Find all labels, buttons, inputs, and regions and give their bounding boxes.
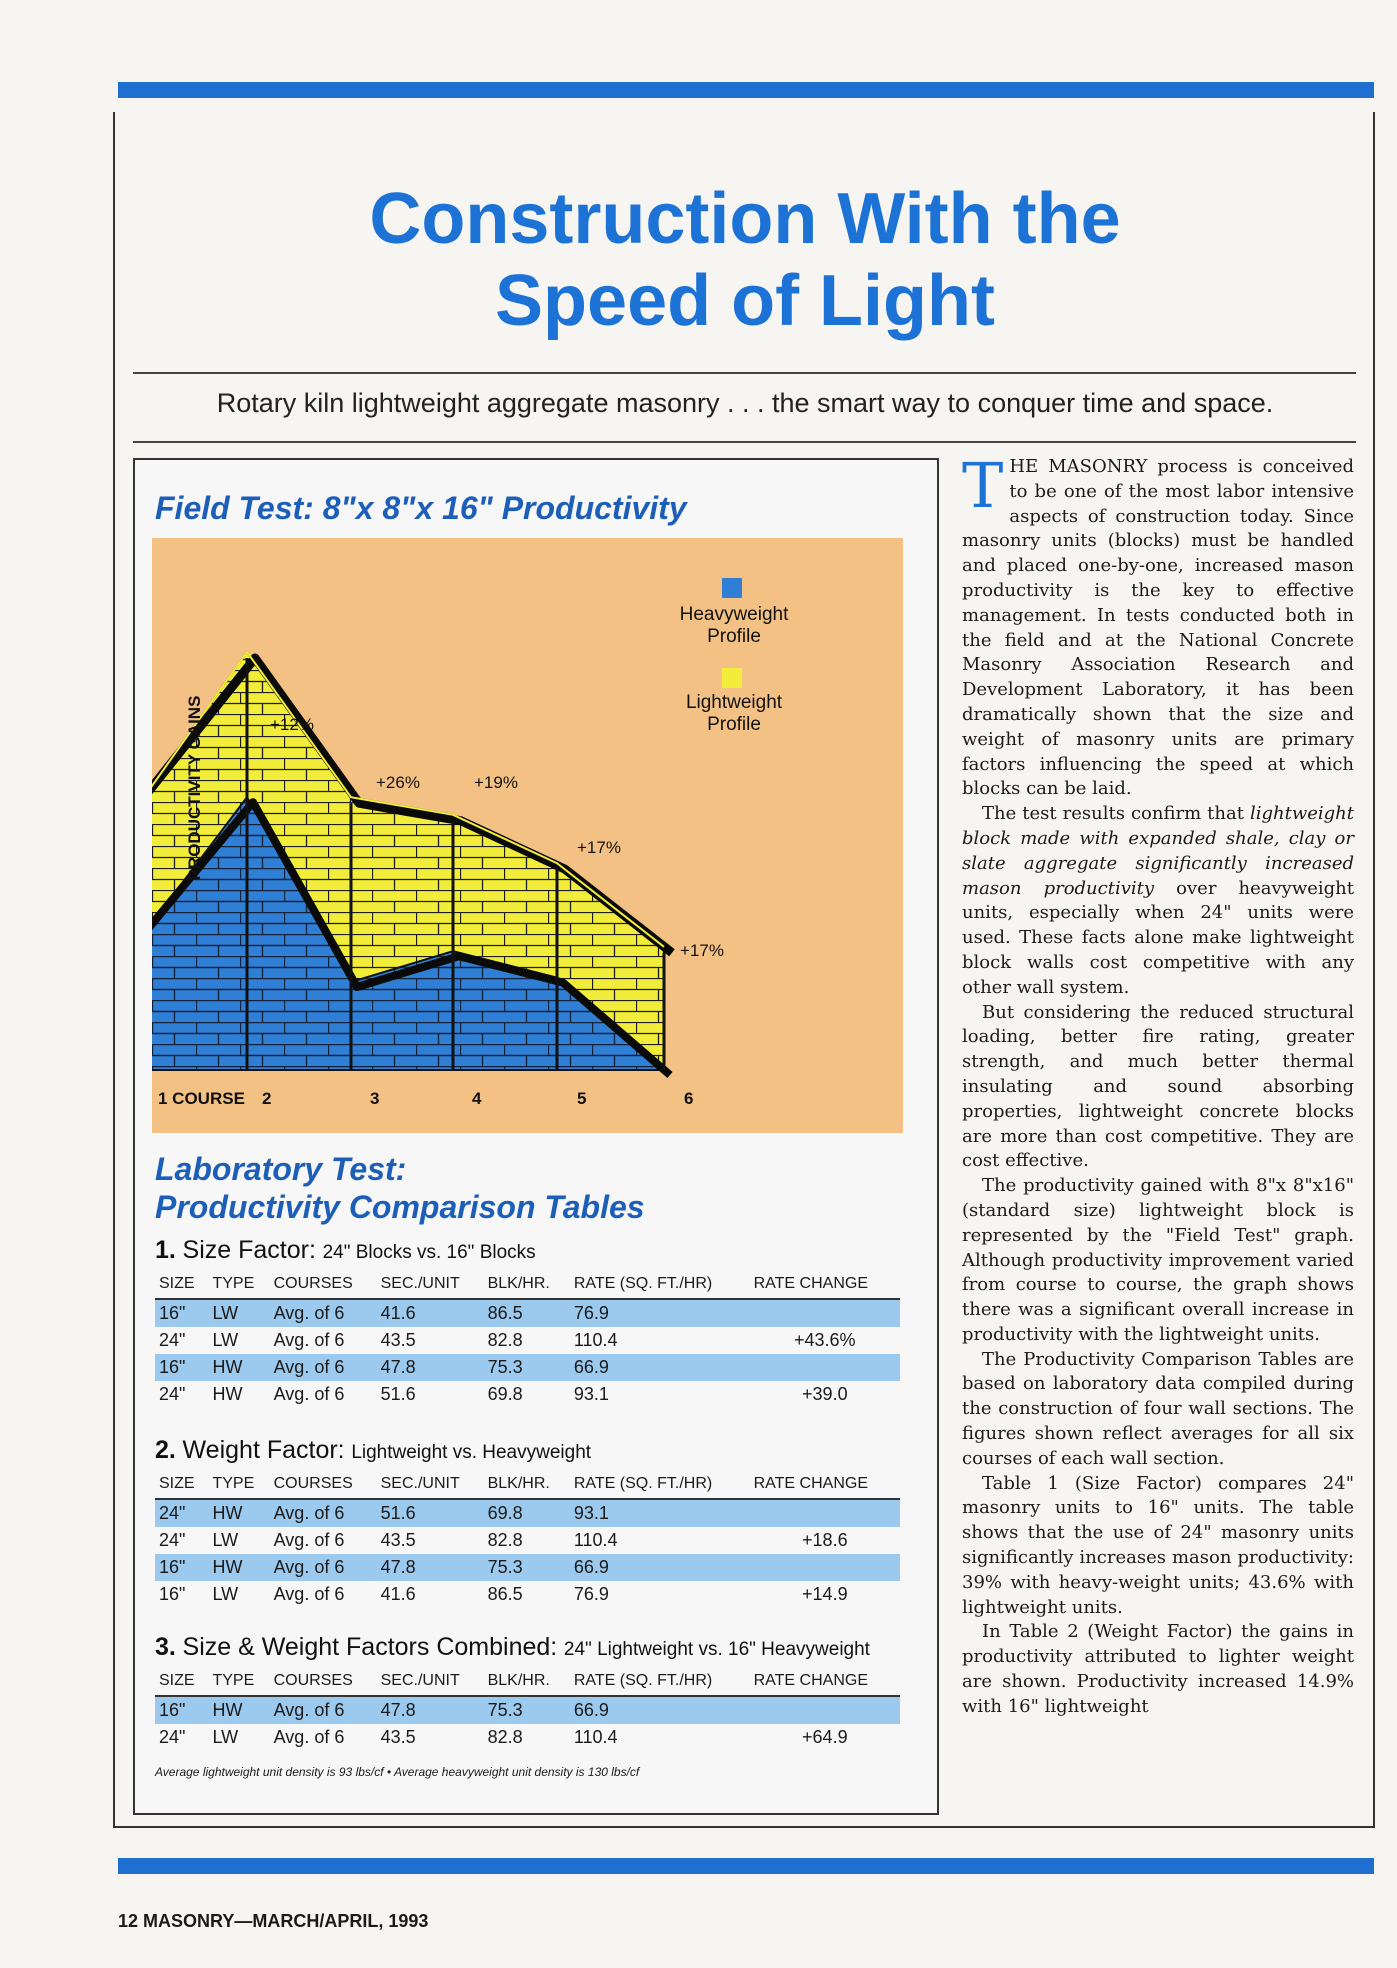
table-cell: Avg. of 6 bbox=[273, 1529, 345, 1550]
table-cell: 75.3 bbox=[484, 1696, 570, 1724]
column-header: RATE (SQ. FT./HR) bbox=[570, 1271, 750, 1299]
table-cell: HW bbox=[208, 1554, 269, 1581]
paragraph-2-italic: lightweight block made with expanded shale, clay or slate aggregate significantly increased mason productivity bbox=[962, 803, 1354, 899]
table-cell: 16" bbox=[155, 1696, 208, 1724]
table-cell: 24" bbox=[155, 1499, 208, 1527]
table-cell: Avg. of 6 bbox=[273, 1583, 345, 1604]
table-cell: 43.5 bbox=[380, 1329, 416, 1350]
table-number: 2. bbox=[155, 1436, 176, 1464]
column-header: COURSES bbox=[270, 1271, 377, 1299]
x-tick-label: 5 bbox=[577, 1089, 587, 1108]
column-header: SIZE bbox=[155, 1471, 208, 1499]
article-body bbox=[962, 449, 1355, 1720]
article-title bbox=[120, 178, 1370, 342]
table-cell: 24" bbox=[159, 1383, 186, 1404]
table-cell: +43.6% bbox=[794, 1329, 856, 1350]
drop-cap: T bbox=[962, 449, 1004, 522]
table-heading bbox=[155, 1236, 900, 1265]
table-row bbox=[155, 1527, 900, 1554]
table-row bbox=[155, 1696, 900, 1724]
size-factor-table bbox=[155, 1271, 900, 1408]
table-name: Weight Factor: bbox=[182, 1436, 345, 1464]
table-cell: 16" bbox=[155, 1354, 208, 1381]
x-tick-label: 4 bbox=[472, 1089, 482, 1108]
combined-factor-table bbox=[155, 1668, 900, 1751]
table-cell: 16" bbox=[159, 1583, 186, 1604]
x-tick-label: 2 bbox=[262, 1089, 272, 1108]
table-heading bbox=[155, 1436, 900, 1465]
lab-title-line-2: Productivity Comparison Tables bbox=[155, 1189, 645, 1225]
field-test-title: Field Test: 8"x 8"x 16" Productivity bbox=[155, 490, 687, 526]
legend-label-lightweight: Profile bbox=[707, 714, 761, 735]
table-cell: 41.6 bbox=[377, 1299, 484, 1327]
weight-factor-table-block bbox=[155, 1436, 900, 1608]
paragraph-7: In Table 2 (Weight Factor) the gains in productivity attributed to lighter weight are shown. Productivity increased 14.9% with 16" lightweight bbox=[962, 1621, 1354, 1717]
column-header: SEC./UNIT bbox=[377, 1271, 484, 1299]
table-cell: HW bbox=[212, 1383, 243, 1404]
gain-annotation: +26% bbox=[376, 773, 420, 792]
gain-annotation: +17% bbox=[680, 941, 724, 960]
table-cell bbox=[750, 1696, 900, 1724]
table-cell: 66.9 bbox=[570, 1696, 750, 1724]
table-row bbox=[155, 1327, 900, 1354]
gain-annotation: +19% bbox=[474, 773, 518, 792]
table-name: Size & Weight Factors Combined: bbox=[182, 1633, 558, 1661]
table-header-row bbox=[155, 1271, 900, 1299]
table-cell: Avg. of 6 bbox=[270, 1299, 377, 1327]
paragraph-1-text: HE MASONRY process is conceived to be one of the most labor intensive aspects of construction today. Since masonry units (blocks) must be handled and placed one-by-one, increased mason productivity is the key to effective management. In tests conducted both in the field and at the National Concrete Masonry Association Research and Development Laboratory, it has been dramatically shown that the size and weight of masonry units are primary factors influencing the speed at which blocks can be laid. bbox=[962, 456, 1354, 800]
table-cell: 76.9 bbox=[570, 1299, 750, 1327]
table-row bbox=[155, 1299, 900, 1327]
field-test-chart bbox=[152, 538, 903, 1133]
table-cell: 24" bbox=[159, 1329, 186, 1350]
subtitle-rule-top bbox=[133, 372, 1356, 374]
column-header: TYPE bbox=[208, 1271, 269, 1299]
paragraph-2-text-a: The test results confirm that bbox=[982, 803, 1250, 825]
legend-label-lightweight: Lightweight bbox=[685, 692, 783, 713]
table-cell: HW bbox=[208, 1354, 269, 1381]
x-tick-label: 1 COURSE bbox=[158, 1089, 245, 1108]
table-cell: 82.8 bbox=[487, 1329, 523, 1350]
table-cell: 47.8 bbox=[377, 1354, 484, 1381]
column-header: SEC./UNIT bbox=[377, 1668, 484, 1696]
table-cell: 43.5 bbox=[380, 1726, 416, 1747]
column-header: COURSES bbox=[270, 1471, 377, 1499]
table-cell: 110.4 bbox=[573, 1726, 618, 1747]
column-header: COURSES bbox=[270, 1668, 377, 1696]
table-cell: Avg. of 6 bbox=[270, 1696, 377, 1724]
page-folio: 12 MASONRY—MARCH/APRIL, 1993 bbox=[118, 1911, 429, 1931]
gain-annotation: +12% bbox=[270, 715, 314, 734]
table-cell bbox=[750, 1354, 900, 1381]
table-cell: 16" bbox=[155, 1554, 208, 1581]
table-cell: Avg. of 6 bbox=[273, 1329, 345, 1350]
table-cell: 43.5 bbox=[380, 1529, 416, 1550]
table-cell: HW bbox=[208, 1696, 269, 1724]
top-accent-bar bbox=[118, 82, 1374, 98]
table-heading bbox=[155, 1633, 900, 1662]
table-cell: +39.0 bbox=[802, 1383, 848, 1404]
table-cell: 24" bbox=[159, 1726, 186, 1747]
legend-label-heavyweight: Profile bbox=[707, 626, 761, 647]
density-footnote: Average lightweight unit density is 93 lbs/cf • Average heavyweight unit density is 130 lbs/cf bbox=[155, 1765, 640, 1779]
table-cell: 51.6 bbox=[380, 1383, 416, 1404]
lab-title-line-1: Laboratory Test: bbox=[155, 1151, 407, 1187]
column-header: BLK/HR. bbox=[484, 1471, 570, 1499]
table-cell: LW bbox=[208, 1299, 269, 1327]
table-header-row bbox=[155, 1668, 900, 1696]
table-cell: 86.5 bbox=[487, 1583, 523, 1604]
column-header: TYPE bbox=[208, 1471, 269, 1499]
table-cell: 66.9 bbox=[570, 1354, 750, 1381]
table-cell: 82.8 bbox=[487, 1529, 523, 1550]
table-cell: LW bbox=[212, 1726, 239, 1747]
table-cell: +64.9 bbox=[802, 1726, 848, 1747]
column-header: RATE CHANGE bbox=[750, 1668, 900, 1696]
table-cell: 76.9 bbox=[573, 1583, 609, 1604]
table-cell: +18.6 bbox=[802, 1529, 848, 1550]
paragraph-4: The productivity gained with 8"x 8"x16" (standard size) lightweight block is represented by the "Field Test" graph. Although productivity improvement varied from course to course, the graph shows there was a significant overall increase in productivity with the lightweight units. bbox=[962, 1175, 1354, 1345]
table-number: 1. bbox=[155, 1236, 176, 1264]
x-tick-label: 3 bbox=[370, 1089, 380, 1108]
table-cell: 66.9 bbox=[570, 1554, 750, 1581]
table-cell: 93.1 bbox=[570, 1499, 750, 1527]
column-header: RATE CHANGE bbox=[750, 1271, 900, 1299]
table-cell: 24" bbox=[159, 1529, 186, 1550]
column-header: SIZE bbox=[155, 1668, 208, 1696]
table-cell: LW bbox=[212, 1583, 239, 1604]
table-cell: 93.1 bbox=[573, 1383, 609, 1404]
gain-annotation: +17% bbox=[577, 838, 621, 857]
table-cell: Avg. of 6 bbox=[273, 1383, 345, 1404]
frame-right-rule bbox=[1373, 112, 1375, 1827]
paragraph-5: The Productivity Comparison Tables are based on laboratory data compiled during the construction of four wall sections. The figures shown reflect averages for all six courses of each wall section. bbox=[962, 1348, 1354, 1469]
table-cell bbox=[750, 1299, 900, 1327]
column-header: TYPE bbox=[208, 1668, 269, 1696]
table-cell: 86.5 bbox=[484, 1299, 570, 1327]
table-cell: 110.4 bbox=[573, 1329, 618, 1350]
title-line-1: Construction With the bbox=[369, 179, 1121, 259]
table-cell: 110.4 bbox=[573, 1529, 618, 1550]
table-cell: Avg. of 6 bbox=[270, 1499, 377, 1527]
table-cell: LW bbox=[212, 1529, 239, 1550]
paragraph-3: But considering the reduced structural loading, better fire rating, greater strength, and much better thermal insulating and sound absorbing properties, lightweight concrete blocks are more than cost competitive. They are cost effective. bbox=[962, 1001, 1354, 1172]
subtitle-rule-bottom bbox=[133, 441, 1356, 443]
paragraph-6: Table 1 (Size Factor) compares 24" masonry units to 16" units. The table shows that the use of 24" masonry units significantly increases mason productivity: 39% with heavy-weight units; 43.6% with lightweight units. bbox=[962, 1472, 1354, 1618]
weight-factor-table bbox=[155, 1471, 900, 1608]
column-header: BLK/HR. bbox=[484, 1271, 570, 1299]
table-cell: 69.8 bbox=[484, 1499, 570, 1527]
table-cell: 75.3 bbox=[484, 1354, 570, 1381]
table-cell: 47.8 bbox=[377, 1696, 484, 1724]
table-row bbox=[155, 1499, 900, 1527]
table-number: 3. bbox=[155, 1633, 176, 1661]
column-header: SEC./UNIT bbox=[377, 1471, 484, 1499]
table-row bbox=[155, 1354, 900, 1381]
table-row bbox=[155, 1724, 900, 1751]
table-cell bbox=[750, 1554, 900, 1581]
table-name: Size Factor: bbox=[182, 1236, 316, 1264]
size-factor-table-block bbox=[155, 1236, 900, 1408]
table-cell: LW bbox=[212, 1329, 239, 1350]
table-cell: 47.8 bbox=[377, 1554, 484, 1581]
paragraph-1 bbox=[962, 449, 1354, 802]
subtitle: Rotary kiln lightweight aggregate masonry . . . the smart way to conquer time and space. bbox=[216, 388, 1274, 418]
legend-swatch-heavyweight bbox=[722, 578, 742, 598]
y-axis-label: PRODUCTIVITY GAINS bbox=[185, 695, 204, 881]
column-header: SIZE bbox=[155, 1271, 208, 1299]
table-cell: +14.9 bbox=[802, 1583, 848, 1604]
paragraph-2 bbox=[962, 802, 1354, 1000]
paragraph-2-text-b: over heavyweight units, especially when 24" units were used. These facts alone make lightweight block walls cost competitive with any other wall system. bbox=[962, 877, 1355, 998]
title-line-2: Speed of Light bbox=[495, 261, 995, 341]
lab-test-title bbox=[155, 1150, 645, 1226]
table-row bbox=[155, 1554, 900, 1581]
table-cell: 51.6 bbox=[377, 1499, 484, 1527]
table-cell: Avg. of 6 bbox=[270, 1554, 377, 1581]
table-cell: 69.8 bbox=[487, 1383, 523, 1404]
table-row bbox=[155, 1381, 900, 1408]
legend-label-heavyweight: Heavyweight bbox=[679, 604, 789, 625]
table-cell bbox=[750, 1499, 900, 1527]
table-cell: Avg. of 6 bbox=[270, 1354, 377, 1381]
frame-left-rule bbox=[113, 112, 115, 1827]
legend-swatch-lightweight bbox=[722, 668, 742, 688]
column-header: BLK/HR. bbox=[484, 1668, 570, 1696]
table-cell: Avg. of 6 bbox=[273, 1726, 345, 1747]
table-cell: 16" bbox=[155, 1299, 208, 1327]
column-header: RATE (SQ. FT./HR) bbox=[570, 1668, 750, 1696]
bottom-accent-bar bbox=[118, 1858, 1374, 1874]
table-description: Lightweight vs. Heavyweight bbox=[351, 1442, 592, 1463]
table-description: 24" Lightweight vs. 16" Heavyweight bbox=[563, 1639, 870, 1660]
table-cell: HW bbox=[208, 1499, 269, 1527]
column-header: RATE (SQ. FT./HR) bbox=[570, 1471, 750, 1499]
table-cell: 82.8 bbox=[487, 1726, 523, 1747]
table-row bbox=[155, 1581, 900, 1608]
table-cell: 41.6 bbox=[380, 1583, 416, 1604]
frame-bottom-rule bbox=[113, 1826, 1375, 1828]
table-description: 24" Blocks vs. 16" Blocks bbox=[322, 1242, 536, 1263]
table-cell: 75.3 bbox=[484, 1554, 570, 1581]
column-header: RATE CHANGE bbox=[750, 1471, 900, 1499]
x-tick-label: 6 bbox=[684, 1089, 694, 1108]
combined-factor-table-block bbox=[155, 1633, 900, 1751]
table-header-row bbox=[155, 1471, 900, 1499]
